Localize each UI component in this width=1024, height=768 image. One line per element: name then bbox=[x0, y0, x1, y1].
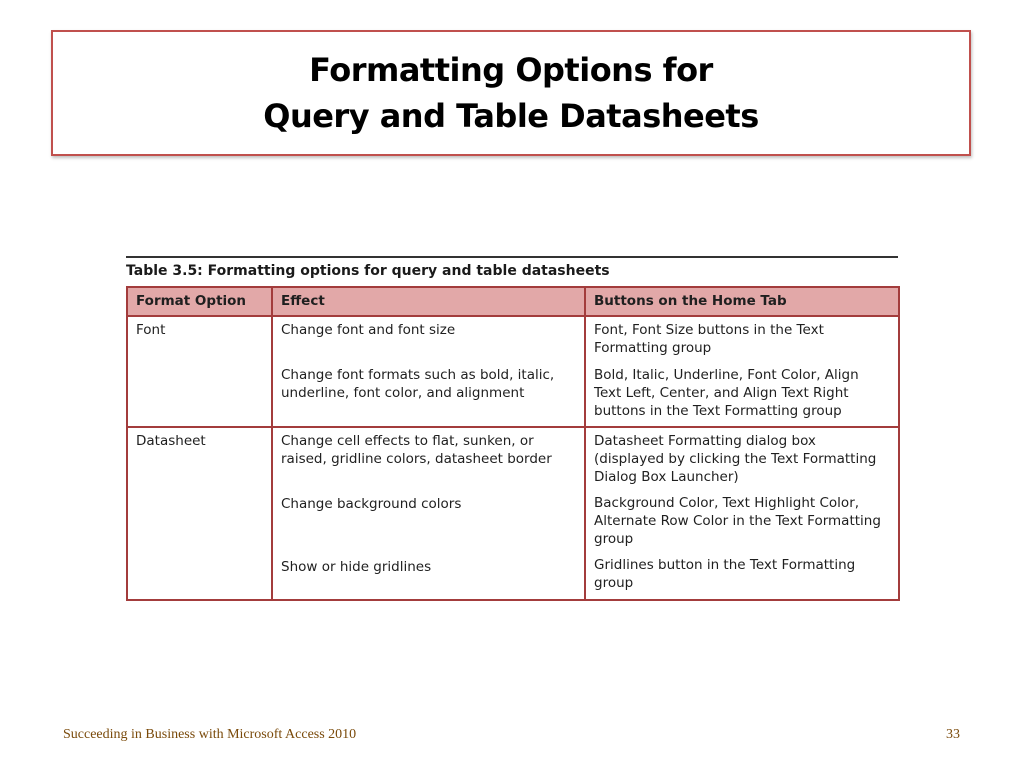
format-option-cell: Font bbox=[127, 316, 272, 427]
effect-cell bbox=[272, 427, 585, 600]
buttons-entry: Background Color, Text Highlight Color, Alternate Row Color in the Text Formatting group bbox=[594, 495, 881, 547]
entry-gap bbox=[594, 548, 890, 556]
column-header-effect: Effect bbox=[272, 287, 585, 316]
buttons-entry: Bold, Italic, Underline, Font Color, Align Text Left, Center, and Align Text Right buttons in the Text Formatting group bbox=[594, 367, 859, 419]
buttons-cell bbox=[585, 316, 899, 427]
column-header-buttons: Buttons on the Home Tab bbox=[585, 287, 899, 316]
table-row bbox=[127, 316, 899, 427]
entry-gap bbox=[281, 468, 576, 495]
buttons-cell bbox=[585, 427, 899, 600]
entry-gap bbox=[594, 357, 890, 366]
column-header-format-option: Format Option bbox=[127, 287, 272, 316]
entry-gap bbox=[281, 339, 576, 366]
table-header-row bbox=[127, 287, 899, 316]
slide-title-box bbox=[51, 30, 971, 156]
formatting-options-table bbox=[126, 286, 900, 601]
footer-source: Succeeding in Business with Microsoft Access 2010 bbox=[63, 727, 357, 742]
effect-entry: Change background colors bbox=[281, 496, 462, 512]
table-caption: Table 3.5: Formatting options for query and table datasheets bbox=[126, 263, 610, 279]
table-row bbox=[127, 427, 899, 600]
formatting-options-table-figure bbox=[126, 256, 898, 601]
slide-number: 33 bbox=[946, 727, 960, 742]
buttons-entry: Font, Font Size buttons in the Text Formatting group bbox=[594, 322, 824, 356]
entry-gap bbox=[594, 486, 890, 494]
effect-cell bbox=[272, 316, 585, 427]
buttons-entry: Datasheet Formatting dialog box (displayed by clicking the Text Formatting Dialog Box Launcher) bbox=[594, 433, 877, 485]
effect-entry: Change font formats such as bold, italic, underline, font color, and alignment bbox=[281, 367, 555, 401]
slide-title-line-2: Query and Table Datasheets bbox=[263, 97, 759, 135]
buttons-entry: Gridlines button in the Text Formatting group bbox=[594, 557, 856, 591]
format-option-cell: Datasheet bbox=[127, 427, 272, 600]
effect-entry: Change font and font size bbox=[281, 322, 456, 338]
effect-entry: Change cell effects to flat, sunken, or raised, gridline colors, datasheet border bbox=[281, 433, 552, 467]
effect-entry: Show or hide gridlines bbox=[281, 559, 432, 575]
entry-gap bbox=[281, 513, 576, 558]
slide-title-line-1: Formatting Options for bbox=[309, 51, 713, 89]
